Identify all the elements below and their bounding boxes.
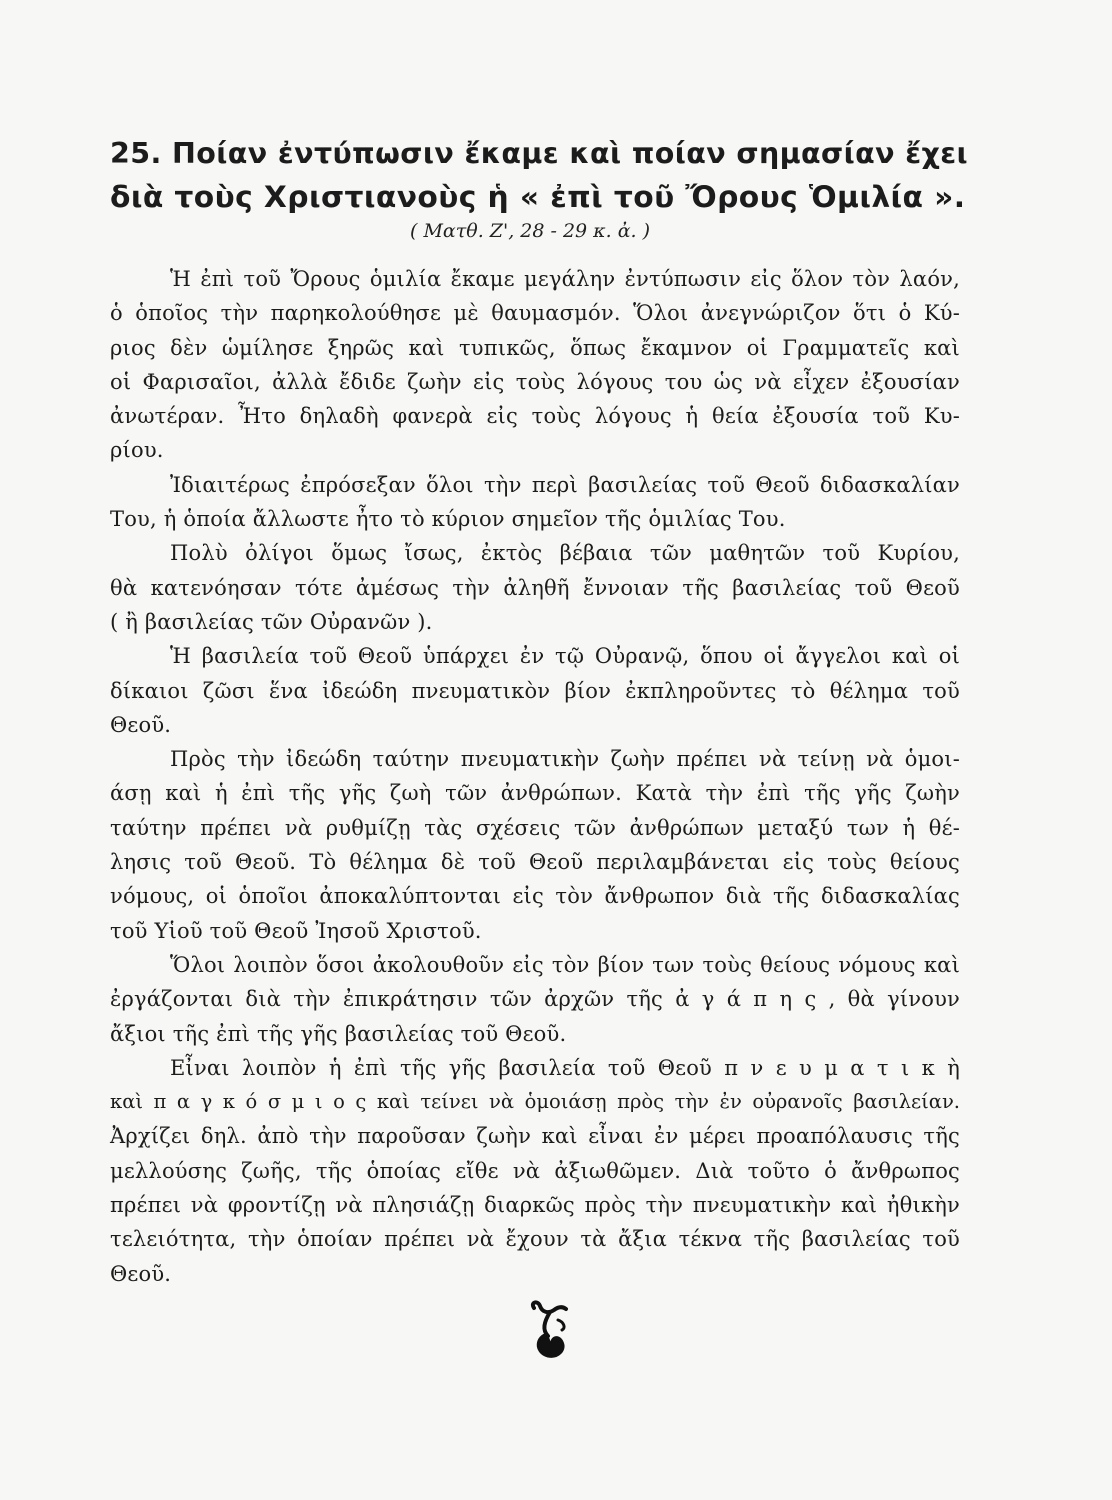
chapter-heading [110, 132, 970, 220]
body-line: τελειότητα, τὴν ὁποίαν πρέπει νὰ ἔχουν τὰ ἄξια τέκνα τῆς βασιλείας τοῦ [110, 1227, 960, 1252]
body-line: οἱ Φαρισαῖοι, ἀλλὰ ἔδιδε ζωὴν εἰς τοὺς λόγους του ὡς νὰ εἶχεν ἐξουσίαν [110, 369, 960, 394]
body-line: ἀνωτέραν. Ἦτο δηλαδὴ φανερὰ εἰς τοὺς λόγους ἡ θεία ἐξουσία τοῦ Κυ- [110, 404, 960, 429]
body-text [110, 262, 960, 1291]
heading-line-2: διὰ τοὺς Χριστιανοὺς ἡ « ἐπὶ τοῦ Ὄρους Ὁμιλία ». [110, 180, 966, 215]
body-line: ἄξιοι τῆς ἐπὶ τῆς γῆς βασιλείας τοῦ Θεοῦ. [110, 1021, 567, 1046]
body-line: Ὅλοι λοιπὸν ὅσοι ἀκολουθοῦν εἰς τὸν βίον των τοὺς θείους νόμους καὶ [170, 952, 960, 977]
body-line: ριος δὲν ὡμίλησε ξηρῶς καὶ τυπικῶς, ὅπως ἔκαμνον οἱ Γραμματεῖς καὶ [110, 335, 960, 360]
body-line: ( ἢ βασιλείας τῶν Οὐρανῶν ). [110, 609, 433, 634]
ornament-icon [528, 1300, 572, 1360]
body-line: τοῦ Υἱοῦ τοῦ Θεοῦ Ἰησοῦ Χριστοῦ. [110, 918, 482, 943]
body-line: Του, ἡ ὁποία ἄλλωστε ἦτο τὸ κύριον σημεῖον τῆς ὁμιλίας Του. [110, 507, 786, 532]
body-line: Ἰδιαιτέρως ἐπρόσεξαν ὅλοι τὴν περὶ βασιλείας τοῦ Θεοῦ διδασκαλίαν [170, 472, 960, 497]
body-line: δίκαιοι ζῶσι ἕνα ἰδεώδη πνευματικὸν βίον ἐκπληροῦντες τὸ θέλημα τοῦ [110, 678, 960, 703]
body-line: πρέπει νὰ φροντίζῃ νὰ πλησιάζῃ διαρκῶς πρὸς τὴν πνευματικὴν καὶ ἠθικὴν [110, 1193, 960, 1218]
scripture-reference: ( Ματθ. Ζ', 28 - 29 κ. ἀ. ) [410, 220, 651, 242]
body-line: Θεοῦ. [110, 1261, 172, 1286]
body-line: Ἡ ἐπὶ τοῦ Ὄρους ὁμιλία ἔκαμε μεγάλην ἐντύπωσιν εἰς ὅλον τὸν λαόν, [170, 267, 960, 291]
body-line: Πολὺ ὀλίγοι ὅμως ἴσως, ἐκτὸς βέβαια τῶν μαθητῶν τοῦ Κυρίου, [170, 541, 960, 566]
body-line: ρίου. [110, 438, 164, 463]
body-line: Εἶναι λοιπὸν ἡ ἐπὶ τῆς γῆς βασιλεία τοῦ Θεοῦ π ν ε υ μ α τ ι κ ὴ [170, 1055, 960, 1080]
body-line: Ἡ βασιλεία τοῦ Θεοῦ ὑπάρχει ἐν τῷ Οὐρανῷ, ὅπου οἱ ἄγγελοι καὶ οἱ [170, 644, 960, 669]
body-line: Πρὸς τὴν ἰδεώδη ταύτην πνευματικὴν ζωὴν πρέπει νὰ τείνῃ νὰ ὁμοι- [170, 747, 960, 772]
body-line: ὁ ὁποῖος τὴν παρηκολούθησε μὲ θαυμασμόν. Ὅλοι ἀνεγνώριζον ὅτι ὁ Κύ- [110, 301, 960, 326]
body-line: ἐργάζονται διὰ τὴν ἐπικράτησιν τῶν ἀρχῶν τῆς ἀ γ ά π η ς , θὰ γίνουν [110, 987, 960, 1012]
body-line: θὰ κατενόησαν τότε ἀμέσως τὴν ἀληθῆ ἔννοιαν τῆς βασιλείας τοῦ Θεοῦ [110, 575, 960, 600]
body-line: νόμους, οἱ ὁποῖοι ἀποκαλύπτονται εἰς τὸν ἄνθρωπον διὰ τῆς διδασκαλίας [110, 884, 960, 909]
body-line: καὶ π α γ κ ό σ μ ι ο ς καὶ τείνει νὰ ὁμοιάσῃ πρὸς τὴν ἐν οὐρανοῖς βασιλείαν. [110, 1090, 960, 1114]
body-line: μελλούσης ζωῆς, τῆς ὁποίας εἴθε νὰ ἀξιωθῶμεν. Διὰ τοῦτο ὁ ἄνθρωπος [110, 1158, 960, 1183]
body-line: Ἀρχίζει δηλ. ἀπὸ τὴν παροῦσαν ζωὴν καὶ εἶναι ἐν μέρει προαπόλαυσις τῆς [110, 1124, 960, 1149]
heading-line-1: 25. Ποίαν ἐντύπωσιν ἔκαμε καὶ ποίαν σημασίαν ἔχει [110, 137, 969, 170]
body-line: λησις τοῦ Θεοῦ. Τὸ θέλημα δὲ τοῦ Θεοῦ περιλαμβάνεται εἰς τοὺς θείους [110, 850, 960, 875]
body-line: Θεοῦ. [110, 712, 172, 737]
body-line: ταύτην πρέπει νὰ ρυθμίζῃ τὰς σχέσεις τῶν ἀνθρώπων μεταξύ των ἡ θέ- [110, 815, 960, 840]
body-line: άσῃ καὶ ἡ ἐπὶ τῆς γῆς ζωὴ τῶν ἀνθρώπων. Κατὰ τὴν ἐπὶ τῆς γῆς ζωὴν [110, 781, 960, 806]
